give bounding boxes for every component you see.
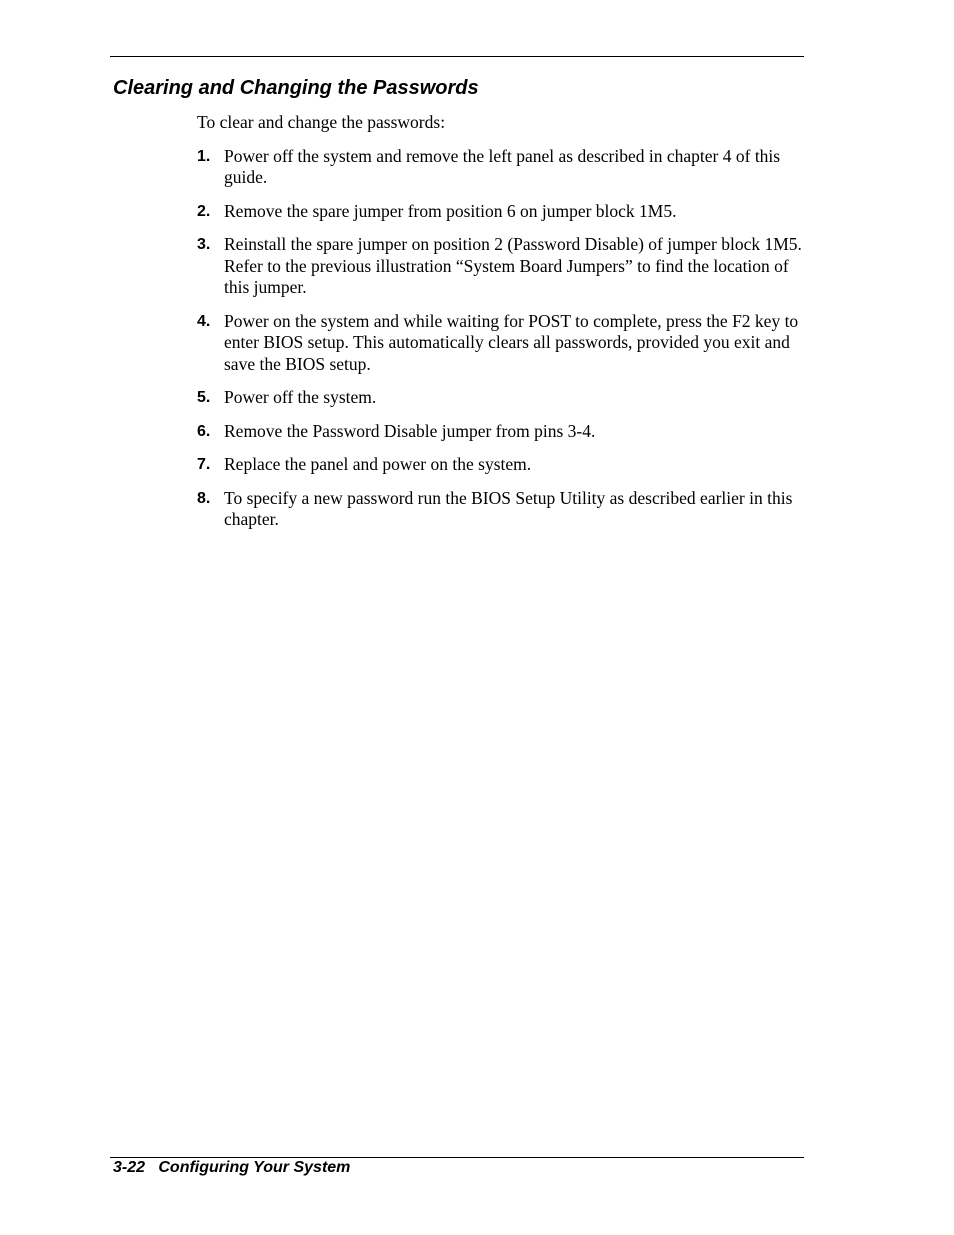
intro-text: To clear and change the passwords: xyxy=(197,112,446,132)
list-item xyxy=(197,421,807,443)
step-number: 7. xyxy=(197,456,211,473)
step-number: 2. xyxy=(197,202,211,220)
step-text: Power on the system and while waiting for POST to complete, press the F2 key to enter BIOS setup. This automatically clears all passwords, provided you exit and save the BIOS setup. xyxy=(224,310,799,374)
list-item xyxy=(197,387,807,409)
header-rule xyxy=(110,56,804,57)
section-body xyxy=(197,112,807,543)
step-text: Reinstall the spare jumper on position 2 (Password Disable) of jumper block 1M5. Refer to the previous illustration “System Board Jumpers” to find the location of this jumper. xyxy=(224,234,802,297)
step-text: Remove the spare jumper from position 6 on jumper block 1M5. xyxy=(224,200,677,221)
step-number: 4. xyxy=(197,312,211,330)
list-item xyxy=(197,201,807,223)
step-text: Remove the Password Disable jumper from pins 3-4. xyxy=(224,420,596,441)
list-item xyxy=(197,146,807,189)
step-number: 6. xyxy=(197,422,211,440)
section-heading: Clearing and Changing the Passwords xyxy=(113,77,479,99)
step-number: 8. xyxy=(197,489,211,507)
step-text: Power off the system and remove the left panel as described in chapter 4 of this guide. xyxy=(224,145,781,187)
list-item xyxy=(197,311,807,376)
chapter-title: Configuring Your System xyxy=(158,1159,351,1176)
step-text: Replace the panel and power on the system. xyxy=(224,454,532,474)
step-number: 5. xyxy=(197,389,211,406)
list-item xyxy=(197,454,807,476)
step-number: 3. xyxy=(197,236,211,253)
step-number: 1. xyxy=(197,147,211,165)
steps-list xyxy=(197,146,807,531)
page-number: 3-22 xyxy=(113,1159,146,1176)
list-item xyxy=(197,234,807,299)
list-item xyxy=(197,488,807,531)
page-footer xyxy=(113,1157,350,1179)
step-text: To specify a new password run the BIOS Setup Utility as described earlier in this chapter. xyxy=(224,487,793,529)
step-text: Power off the system. xyxy=(224,387,377,407)
